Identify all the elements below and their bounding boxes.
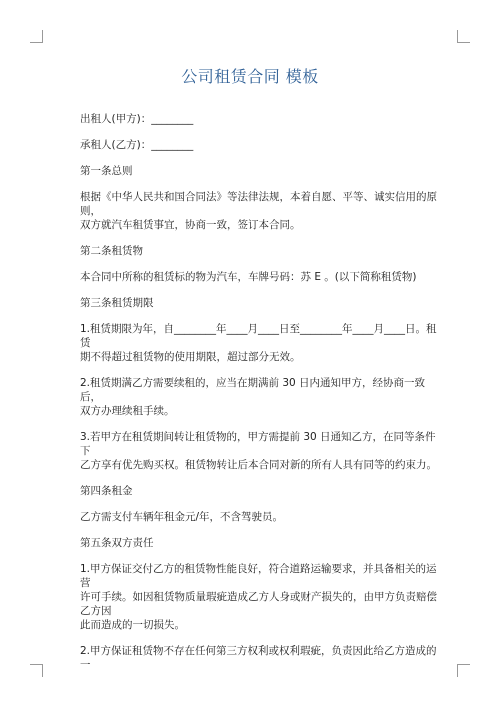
paragraph-line: 1.甲方保证交付乙方的租赁物性能良好，符合道路运输要求，并具备相关的运营 — [80, 563, 437, 589]
paragraph-line: 本合同中所称的租赁标的物为汽车，车牌号码：苏 E 。(以下简称租赁物) — [80, 271, 417, 283]
paragraph-line: 乙方享有优先购买权。租赁物转让后本合同对新的所有人具有同等的约束力。 — [80, 459, 437, 471]
section-heading: 第三条租赁期限 — [80, 297, 154, 309]
paragraph-line: 2.甲方保证租赁物不存在任何第三方权利或权利瑕疵，负责因此给乙方造成的一 — [80, 645, 437, 671]
paragraph-line: 2.租赁期满乙方需要续租的，应当在期满前 30 日内通知甲方，经协商一致后， — [80, 377, 426, 403]
document-body — [80, 112, 440, 684]
paragraph-line: 双方就汽车租赁事宜，协商一致，签订本合同。 — [80, 219, 301, 231]
lessee-line: 承租人(乙方)：________ — [80, 139, 194, 151]
paragraph-line: 双方办理续租手续。 — [80, 405, 175, 417]
section-paragraph — [80, 510, 440, 524]
paragraph-line: 此而造成的一切损失。 — [80, 619, 185, 631]
contract-sections — [80, 164, 440, 672]
paragraph-line: 许可手续。如因租赁物质量瑕疵造成乙方人身或财产损失的，由甲方负责赔偿乙方因 — [80, 591, 437, 617]
section-heading: 第五条双方责任 — [80, 537, 154, 549]
section-paragraph — [80, 562, 440, 632]
section-heading: 第一条总则 — [80, 165, 133, 177]
page-corner-mark — [30, 30, 43, 43]
paragraph-line: 期不得超过租赁物的使用期限，超过部分无效。 — [80, 351, 301, 363]
section-heading: 第四条租金 — [80, 485, 133, 497]
section-paragraph — [80, 190, 440, 232]
section-paragraph — [80, 644, 440, 672]
document-title: 公司租赁合同 模板 — [181, 67, 319, 86]
lessor-line: 出租人(甲方)：________ — [80, 113, 194, 125]
page-corner-mark — [30, 664, 43, 677]
section-heading: 第二条租赁物 — [80, 245, 143, 257]
paragraph-line: 3.若甲方在租赁期间转让租赁物的，甲方需提前 30 日通知乙方，在同等条件下 — [80, 431, 436, 457]
section-paragraph — [80, 322, 440, 364]
paragraph-line: 1.租赁期限为年，自________年____月____日至________年____月____日。租赁 — [80, 323, 437, 349]
section-paragraph — [80, 430, 440, 472]
paragraph-line: 乙方需支付车辆年租金元/年，不含驾驶员。 — [80, 511, 284, 523]
section-paragraph — [80, 270, 440, 284]
page-corner-mark — [457, 664, 470, 677]
paragraph-line: 根据《中华人民共和国合同法》等法律法规，本着自愿、平等、诚实信用的原则， — [80, 191, 437, 217]
section-paragraph — [80, 376, 440, 418]
page-corner-mark — [457, 30, 470, 43]
